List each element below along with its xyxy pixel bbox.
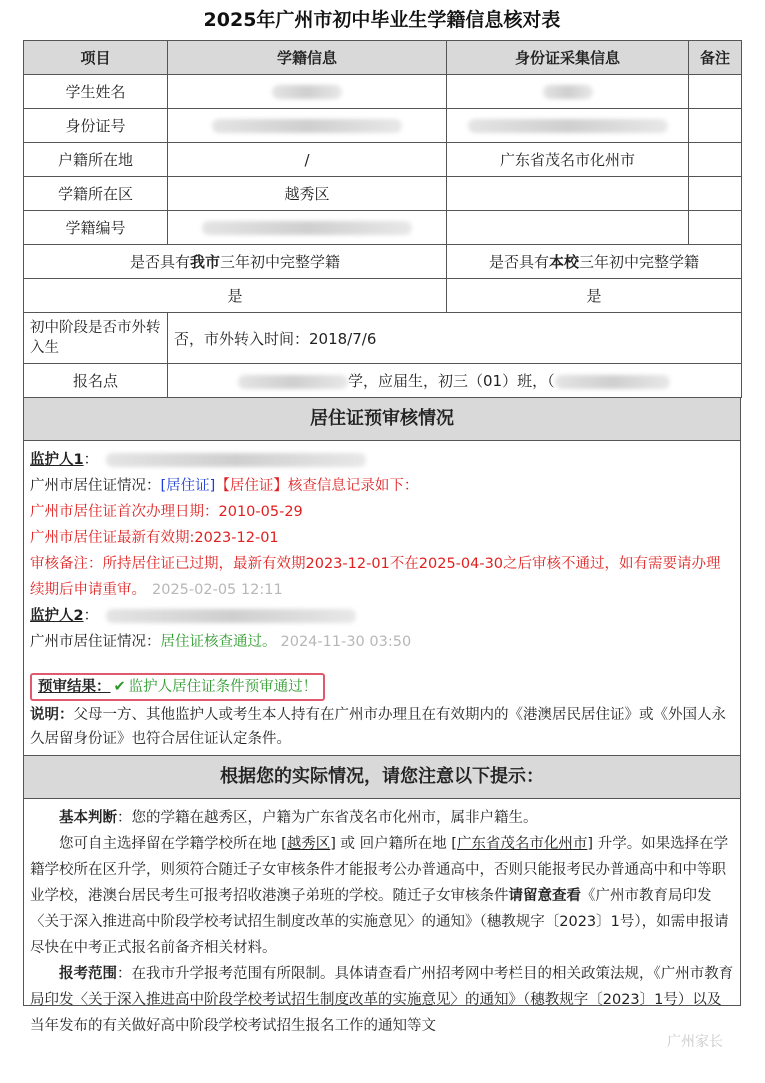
row-district — [24, 177, 742, 211]
redacted-id-number — [212, 119, 402, 133]
table-header-row — [24, 41, 742, 75]
tip-choice: 您可自主选择留在学籍学校所在地 [越秀区] 或 回户籍所在地 [广东省茂名市化州市] 升学。如果选择在学籍学校所在区升学，则须符合随迁子女审核条件才能报考公办普通高中，否则只能报考民办普通高中和中等职业学校，港澳台居民考生可报考招收港澳子弟班的学校。随迁子女审核条件请留意查看《广州市教育局印发〈关于深入推进高中阶段学校考试招生制度改革的实施意见〉的通知》（穗教规字〔2023〕1号），如需申报请尽快在中考正式报名前备齐相关材料。 — [30, 836, 729, 956]
tips-heading: 根据您的实际情况，请您注意以下提示： — [23, 756, 741, 799]
row-student-name — [24, 75, 742, 109]
verification-form — [23, 0, 741, 1083]
label-transfer: 初中阶段是否市外转入生 — [24, 313, 168, 364]
header-school-record: 学籍信息 — [168, 41, 447, 75]
row-record-code — [24, 211, 742, 245]
explanation: 说明：父母一方、其他监护人或考生本人持有在广州市办理且在有效期内的《港澳居民居住证》或《外国人永久居留身份证》也符合居住证认定条件。 — [30, 707, 726, 747]
redacted-id-number-id — [468, 119, 668, 133]
first-issue-date: 广州市居住证首次办理日期：2010-05-29 — [30, 504, 303, 520]
guardian1-status: 广州市居住证情况：[居住证]【居住证】核查信息记录如下： — [30, 478, 419, 494]
row-registration: 报名点 学，应届生，初三（01）班，（ — [24, 364, 742, 398]
residence-section-heading: 居住证预审核情况 — [23, 398, 741, 441]
value-hukou-id: 广东省茂名市化州市 — [447, 143, 689, 177]
school-record-question: 是否具有本校三年初中完整学籍 — [447, 245, 742, 279]
review-remark: 审核备注：所持居住证已过期，最新有效期2023-12-01不在2025-04-30之后审核不通过，如有需要请办理续期后申请重审。 2025-02-05 12:11 — [30, 556, 721, 598]
row-full-record-answer — [24, 279, 742, 313]
pre-review-result — [30, 673, 325, 701]
redacted-guardian2 — [106, 609, 356, 623]
tip-basic: 基本判断：您的学籍在越秀区，户籍为广东省茂名市化州市，属非户籍生。 — [59, 810, 538, 826]
value-district: 越秀区 — [168, 177, 447, 211]
guardian1-label: 监护人1 — [30, 452, 84, 468]
header-item: 项目 — [24, 41, 168, 75]
guardian2-label: 监护人2 — [30, 608, 84, 624]
link-hukou[interactable]: 广东省茂名市化州市 — [456, 836, 588, 852]
row-hukou — [24, 143, 742, 177]
row-transfer — [24, 313, 742, 364]
link-district[interactable]: 越秀区 — [286, 836, 331, 852]
value-hukou-school: / — [168, 143, 447, 177]
header-id-info: 身份证采集信息 — [447, 41, 689, 75]
label-registration: 报名点 — [24, 364, 168, 398]
guardian2-status: 广州市居住证情况：居住证核查通过。 2024-11-30 03:50 — [30, 634, 412, 650]
label-hukou: 户籍所在地 — [24, 143, 168, 177]
redacted-registration-tail — [555, 375, 670, 389]
latest-validity: 广州市居住证最新有效期:2023-12-01 — [30, 530, 279, 546]
value-transfer: 否，市外转入时间：2018/7/6 — [168, 313, 742, 364]
redacted-school — [238, 375, 348, 389]
redacted-record-code — [202, 221, 412, 235]
redacted-guardian1 — [106, 453, 366, 467]
header-note: 备注 — [689, 41, 742, 75]
city-record-answer: 是 — [24, 279, 447, 313]
info-table — [23, 40, 742, 398]
row-id-number — [24, 109, 742, 143]
label-record-code: 学籍编号 — [24, 211, 168, 245]
residence-section — [23, 441, 741, 756]
guardian1-line: 监护人1： — [30, 447, 734, 473]
tip-scope: 报考范围：在我市升学报考范围有所限制。具体请查看广州招考网中考栏目的相关政策法规，《广州市教育局印发〈关于深入推进高中阶段学校考试招生制度改革的实施意见〉的通知》（穗教规字〔2023〕1号）以及当年发布的有关做好高中阶段学校考试招生报名工作的通知等文 — [30, 966, 734, 1034]
registration-info: 学，应届生，初三（01）班， — [348, 372, 548, 390]
redacted-name — [272, 85, 342, 99]
row-full-record-question — [24, 245, 742, 279]
label-district: 学籍所在区 — [24, 177, 168, 211]
check-icon: ✔ — [113, 679, 126, 695]
label-student-name: 学生姓名 — [24, 75, 168, 109]
form-title: 2025年广州市初中毕业生学籍信息核对表 — [203, 9, 561, 31]
city-record-question: 是否具有我市三年初中完整学籍 — [24, 245, 447, 279]
school-record-answer: 是 — [447, 279, 742, 313]
result-text: 监护人居住证条件预审通过！ — [128, 679, 318, 695]
guardian2-line: 监护人2： — [30, 603, 734, 629]
label-id-number: 身份证号 — [24, 109, 168, 143]
watermark: 广州家长 — [667, 1034, 723, 1050]
redacted-name-id — [543, 85, 593, 99]
result-label: 预审结果： — [38, 679, 111, 695]
tips-section — [23, 799, 741, 1034]
